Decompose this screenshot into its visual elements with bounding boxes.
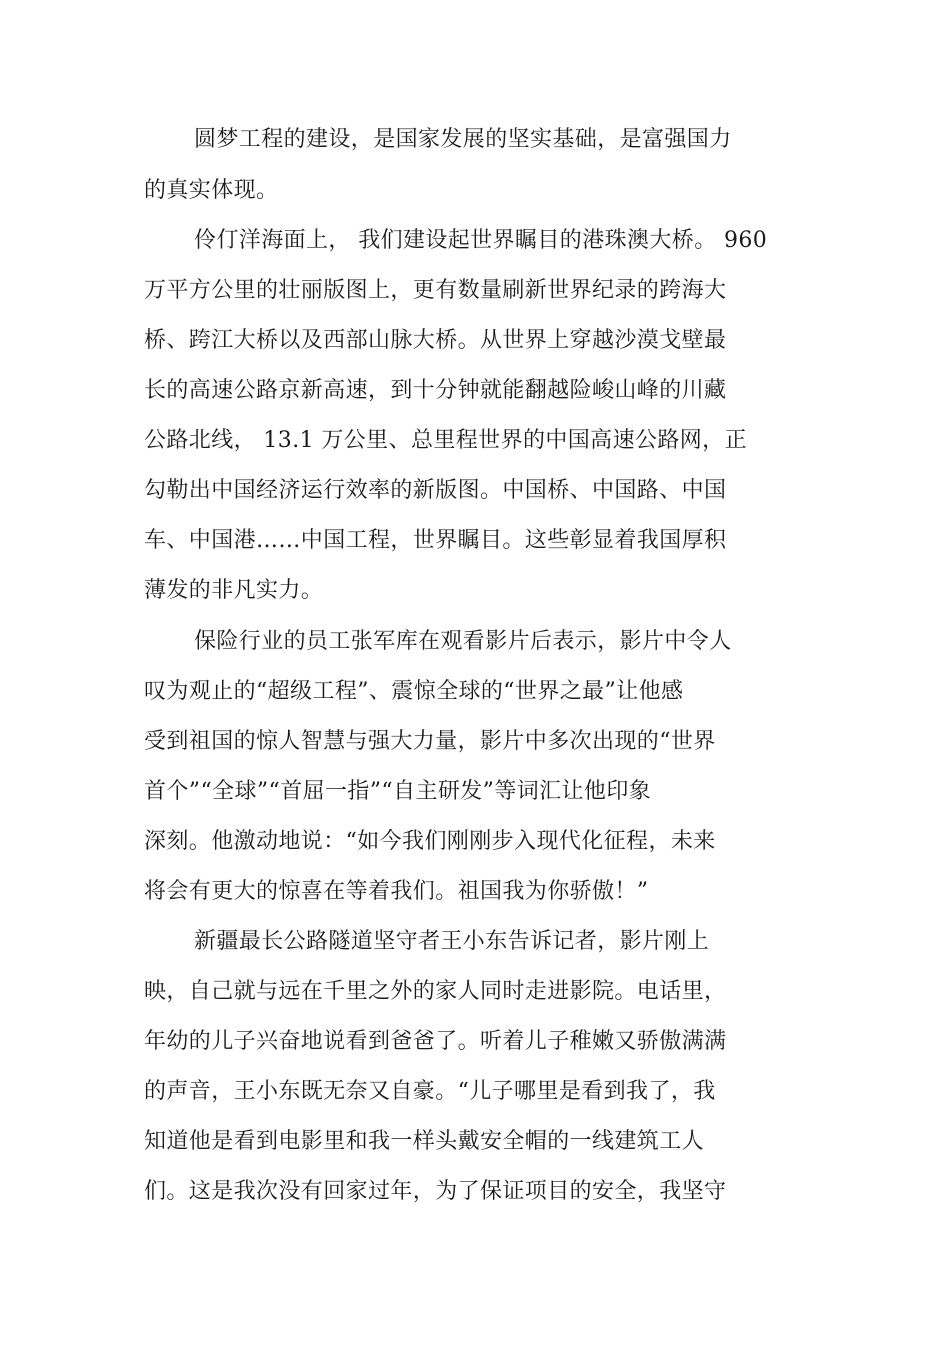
text-line: 车、中国港……中国工程，世界瞩目。这些彰显着我国厚积 — [144, 528, 727, 553]
text-line: 薄发的非凡实力。 — [144, 578, 324, 603]
text-line: 勾勒出中国经济运行效率的新版图。中国桥、中国路、中国 — [144, 478, 727, 503]
text-line: 圆梦工程的建设，是国家发展的坚实基础，是富强国力 — [194, 127, 732, 152]
text-line: 的真实体现。 — [144, 178, 279, 203]
text-line: 首个”“全球”“首屈一指”“自主研发”等词汇让他印象 — [144, 779, 652, 804]
text-line: 受到祖国的惊人智慧与强大力量，影片中多次出现的“世界 — [144, 729, 716, 754]
text-line: 保险行业的员工张军库在观看影片后表示，影片中令人 — [194, 629, 732, 654]
text-line: 年幼的儿子兴奋地说看到爸爸了。听着儿子稚嫩又骄傲满满 — [144, 1029, 727, 1054]
text-line: 映，自己就与远在千里之外的家人同时走进影院。电话里， — [144, 979, 727, 1004]
text-line: 的声音，王小东既无奈又自豪。“儿子哪里是看到我了，我 — [144, 1079, 716, 1104]
text-line: 将会有更大的惊喜在等着我们。祖国我为你骄傲！” — [144, 879, 649, 904]
text-line: 长的高速公路京新高速，到十分钟就能翻越险峻山峰的川藏 — [144, 378, 727, 403]
text-line: 深刻。他激动地说：“如今我们刚刚步入现代化征程，未来 — [144, 829, 716, 854]
text-line: 叹为观止的“超级工程”、震惊全球的“世界之最”让他感 — [144, 679, 684, 704]
text-line: 新疆最长公路隧道坚守者王小东告诉记者，影片刚上 — [194, 929, 710, 954]
text-line: 们。这是我次没有回家过年，为了保证项目的安全，我坚守 — [144, 1179, 727, 1204]
text-line: 桥、跨江大桥以及西部山脉大桥。从世界上穿越沙漠戈壁最 — [144, 328, 727, 353]
text-line: 伶仃洋海面上， 我们建设起世界瞩目的港珠澳大桥。 960 — [194, 228, 768, 253]
text-line: 知道他是看到电影里和我一样头戴安全帽的一线建筑工人 — [144, 1129, 705, 1154]
text-line: 公路北线， 13.1 万公里、总里程世界的中国高速公路网，正 — [144, 428, 747, 453]
text-line: 万平方公里的壮丽版图上，更有数量刷新世界纪录的跨海大 — [144, 278, 727, 303]
